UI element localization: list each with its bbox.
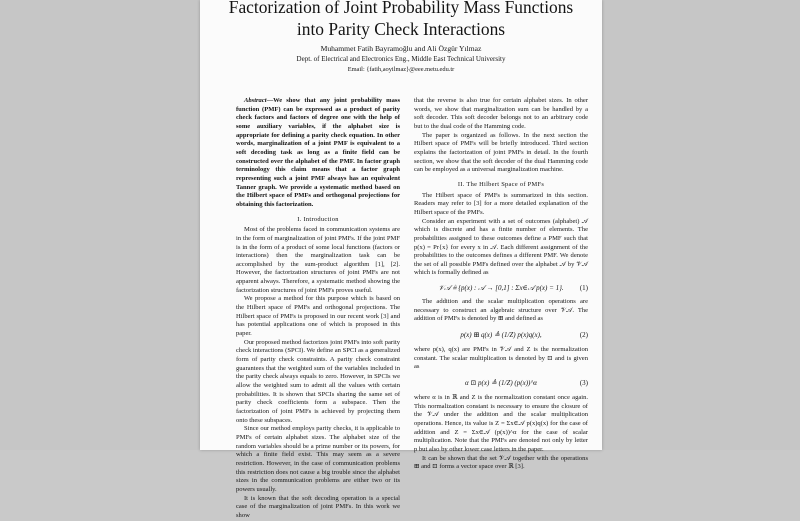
- equation-body: α ⊡ p(x) ≜ (1/Z) (p(x))^α: [465, 379, 537, 388]
- paper-page: [200, 0, 602, 519]
- equation-number: (2): [579, 331, 588, 340]
- paragraph: The Hilbert space of PMFs is summarized in this section. Readers may refer to [3] for a more detailed explanation of the Hilbert space of the PMFs.: [414, 191, 588, 216]
- equation-3: [414, 374, 588, 392]
- equation-body: 𝒱𝒜 ≜ {p(x) : 𝒜 → [0,1] : Σx∈𝒜 p(x) = 1}.: [438, 284, 564, 293]
- abstract-text: —We show that any joint probability mass function (PMF) can be expressed as a product of parity check factors and factors of degree one with the help of some auxiliary variables, if the alphabet size is appropriate for defining a parity check equation. In other words, marginalization of a joint PMF is equivalent to a soft decoding task as long as a finite field can be constructed over the alphabet of the PMF. In factor graph terminology this claim means that a factor graph representing such a joint PMF always has an equivalent Tanner graph. We provide a systematic method based on the Hilbert space of PMFs and orthogonal projections for obtaining this factorization.: [236, 97, 400, 208]
- paragraph: Our proposed method factorizes joint PMFs into soft parity check interactions (SPCI). We define an SPCI as a generalized form of parity check constraints. A parity check constraint guarantees that the weighted sum of the variables included in the parity check always equals to zero. However, in SPCIs we allow the weighted sum to admit all the values with certain probabilities. It is shown that SPCIs sharing the same set of parity check coefficients form a subspace. Then the factorization of joint PMFs is achieved by projecting them onto these subspaces.: [236, 338, 400, 424]
- paragraph: It is known that the soft decoding operation is a special case of the marginalization of joint PMFs. In this work we show: [236, 494, 400, 519]
- paper-title: Factorization of Joint Probability Mass Functions into Parity Check Interactions: [228, 0, 574, 39]
- equation-1: [414, 280, 588, 296]
- right-column: [414, 97, 588, 472]
- paragraph: Most of the problems faced in communication systems are in the form of marginalization of joint PMFs. If the joint PMF is in the form of a product of some local functions (factors or interactions) then the marginalization task can be accomplished by the sum-product algorithm [1], [2]. However, the factorization structures of joint PMFs are not apparent always. Therefore, a systematic method showing the factorization structures of joint PMFs proves useful.: [236, 226, 400, 294]
- equation-number: (3): [579, 379, 588, 388]
- abstract: [236, 97, 400, 210]
- paper-email: Email: {fatih,aoyilmaz}@eee.metu.edu.tr: [347, 66, 455, 73]
- abstract-label: Abstract: [244, 97, 267, 104]
- paragraph: where α is in ℝ and Z is the normalization constant once again. This normalization constant is necessary to ensure the closure of the 𝒱𝒜 under the addition and the scalar multiplication operations. Hence, its value is Z = Σx∈𝒜 p(x)q(x) for the case of addition and Z = Σx∈𝒜 (p(x))^α for the case of scalar multiplication. Note that the PMFs are denoted not only by letter p but also by other lower case letters in the paper.: [414, 394, 588, 453]
- paragraph: The addition and the scalar multiplication operations are necessary to construct an algebraic structure over 𝒱𝒜. The addition of PMFs is denoted by ⊞ and defined as: [414, 298, 588, 323]
- paper-affiliation: Dept. of Electrical and Electronics Eng., Middle East Technical University: [296, 55, 506, 63]
- paragraph: It can be shown that the set 𝒱𝒜 together with the operations ⊞ and ⊡ forms a vector space over ℝ [3].: [414, 454, 588, 471]
- paragraph: We propose a method for this purpose which is based on the Hilbert space of PMFs and orthogonal projections. The Hilbert space of PMFs is proposed in our recent work [3] and has potential applications one of which is proposed in this paper.: [236, 295, 400, 338]
- left-column: [236, 97, 400, 521]
- equation-2: [414, 326, 588, 344]
- paragraph: where p(x), q(x) are PMFs in 𝒱𝒜 and Z is the normalization constant. The scalar multiplication is denoted by ⊡ and is given as: [414, 346, 588, 371]
- equation-body: p(x) ⊞ q(x) ≜ (1/Z) p(x)q(x),: [460, 331, 542, 340]
- section-heading-introduction: I. Introduction: [297, 215, 339, 223]
- paper-authors: Muhammet Fatih Bayramoğlu and Ali Özgür Yılmaz: [320, 44, 482, 53]
- equation-number: (1): [579, 284, 588, 293]
- paragraph: Consider an experiment with a set of outcomes (alphabet) 𝒜 which is discrete and has a finite number of elements. The probabilities assigned to these outcomes define a PMF such that p(x) = Pr{x} for every x in 𝒜. Each different assignment of the probabilities to the outcomes defines a different PMF. We denote the set of all possible PMFs defined over the alphabet 𝒜 by 𝒱𝒜 which is formally defined as: [414, 217, 588, 277]
- paragraph: Since our method employs parity checks, it is applicable to PMFs of certain alphabet sizes. The alphabet size of the random variables should be a prime number or its powers, for which a finite field exist. This may seem as a severe restriction. However, in the case of communication problems this restriction does not cause a big trouble since the alphabet sizes in the communication problems are either two or its powers usually.: [236, 425, 400, 493]
- section-heading-hilbert-space: II. The Hilbert Space of PMFs: [457, 180, 545, 188]
- paragraph: that the reverse is also true for certain alphabet sizes. In other words, we show that marginalization sum can be handled by a soft decoder. This soft decoder belongs not to an arbitrary code but to the dual code of the Hamming code.: [414, 97, 588, 130]
- paragraph: The paper is organized as follows. In the next section the Hilbert space of PMFs will be briefly introduced. Third section explains the factorization of joint PMFs in detail. In the fourth section, we show that the soft decoder of the dual Hamming code can be employed as a universal marginalization machine.: [414, 131, 588, 174]
